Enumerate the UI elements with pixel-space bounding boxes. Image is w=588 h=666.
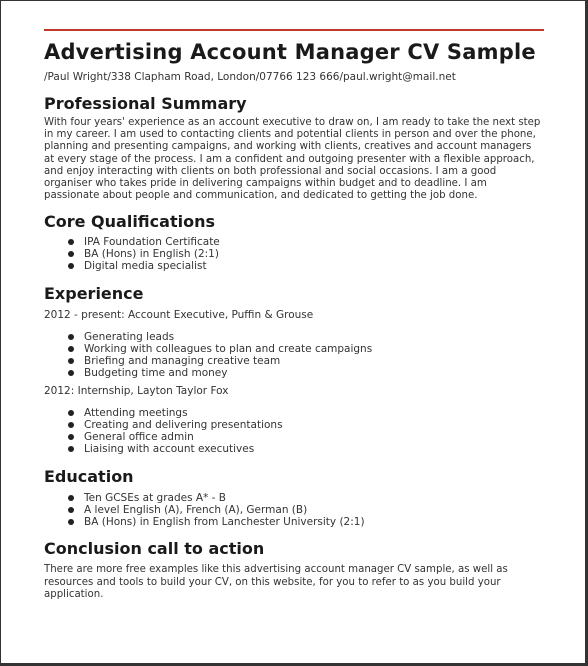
qualifications-list: [44, 236, 544, 272]
list-item: Digital media specialist: [84, 260, 544, 272]
list-item: Creating and delivering presentations: [84, 419, 544, 431]
list-item: Briefing and managing creative team: [84, 355, 544, 367]
cv-page: [44, 38, 544, 601]
contact-line: /Paul Wright/338 Clapham Road, London/07766 123 666/paul.wright@mail.net: [44, 71, 456, 83]
list-item: Ten GCSEs at grades A* - B: [84, 492, 544, 504]
job-title: 2012: Internship, Layton Taylor Fox: [44, 385, 229, 398]
cv-title: Advertising Account Manager CV Sample: [44, 40, 536, 64]
list-item: Working with colleagues to plan and create campaigns: [84, 343, 544, 355]
experience-heading: Experience: [44, 284, 144, 304]
accent-rule: [44, 29, 544, 31]
job-duties-list: [44, 331, 544, 379]
list-item: IPA Foundation Certificate: [84, 236, 544, 248]
education-heading: Education: [44, 467, 134, 487]
qualifications-heading: Core Qualifications: [44, 212, 215, 232]
list-item: BA (Hons) in English (2:1): [84, 248, 544, 260]
list-item: Generating leads: [84, 331, 544, 343]
summary-text: With four years' experience as an account executive to draw on, I am ready to take the next step in my career. I am used to contacting clients and potential clients in person and over the phone, planning and presenting campaigns, and working with clients, creatives and account managers at every stage of the process. I am a confident and outgoing presenter with a flexible approach, and enjoy interacting with clients on both professional and social occasions. I am a good organiser who takes pride in delivering campaigns within budget and to deadline. I am passionate about people and communication, and dedicated to getting the job done.: [44, 117, 541, 202]
list-item: Liaising with account executives: [84, 443, 544, 455]
conclusion-heading: Conclusion call to action: [44, 539, 265, 559]
summary-heading: Professional Summary: [44, 94, 247, 113]
education-list: [44, 492, 544, 528]
list-item: Budgeting time and money: [84, 367, 544, 379]
list-item: BA (Hons) in English from Lanchester University (2:1): [84, 516, 544, 528]
list-item: Attending meetings: [84, 407, 544, 419]
list-item: General office admin: [84, 431, 544, 443]
job-duties-list: [44, 407, 544, 455]
list-item: A level English (A), French (A), German (B): [84, 504, 544, 516]
conclusion-text: There are more free examples like this advertising account manager CV sample, as well as resources and tools to build your CV, on this website, for you to refer to as you build your application.: [44, 564, 508, 600]
job-title: 2012 - present: Account Executive, Puffin & Grouse: [44, 309, 314, 322]
